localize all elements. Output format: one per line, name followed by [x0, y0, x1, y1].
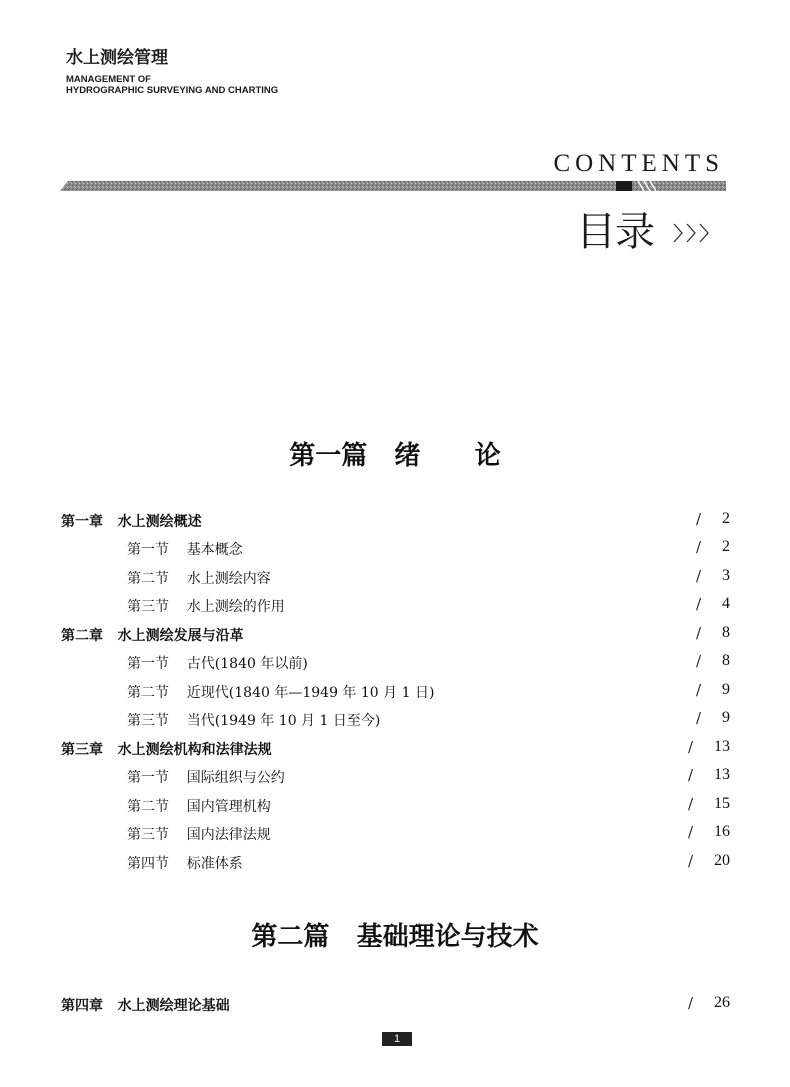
page-separator-slash: / [696, 538, 702, 556]
page-number-ref: 3 [722, 567, 730, 584]
page-separator-slash: / [688, 766, 694, 784]
toc-section-row[interactable] [0, 565, 790, 593]
page-number-ref: 9 [722, 681, 730, 698]
toc-section-row[interactable] [0, 764, 790, 792]
triple-chevron-right-icon [672, 220, 714, 246]
page-separator-slash: / [688, 795, 694, 813]
contents-heading-chinese: 目录 [576, 209, 654, 255]
page-separator-slash: / [688, 738, 694, 756]
page-number-ref: 20 [714, 852, 730, 869]
book-title: 水上测绘管理 [66, 48, 168, 68]
toc-chapter-row[interactable] [0, 992, 790, 1020]
page-number-ref: 9 [722, 709, 730, 726]
page-separator-slash: / [696, 652, 702, 670]
section-title: 第二节 国内管理机构 [127, 799, 271, 815]
section-title: 第二节 水上测绘内容 [127, 571, 271, 587]
page-number-ref: 26 [714, 994, 730, 1011]
page-separator-slash: / [696, 595, 702, 613]
section-title: 第三节 当代(1949 年 10 月 1 日至今) [127, 713, 381, 729]
toc-section-row[interactable] [0, 679, 790, 707]
toc-section-row[interactable] [0, 707, 790, 735]
page-number: 1 [382, 1032, 412, 1046]
decorative-gradient-band [60, 181, 726, 191]
chapter-title: 第一章 水上测绘概述 [61, 514, 202, 530]
section-title: 第四节 标准体系 [127, 856, 243, 872]
page-separator-slash: / [696, 624, 702, 642]
section-title: 第一节 古代(1840 年以前) [127, 656, 308, 672]
toc-chapter-row[interactable] [0, 508, 790, 536]
toc-section-row[interactable] [0, 650, 790, 678]
page-separator-slash: / [696, 681, 702, 699]
page-number-ref: 8 [722, 652, 730, 669]
toc-section-row[interactable] [0, 821, 790, 849]
page-separator-slash: / [696, 709, 702, 727]
section-title: 第二节 近现代(1840 年—1949 年 10 月 1 日) [127, 685, 435, 701]
section-title: 第一节 基本概念 [127, 542, 243, 558]
page-separator-slash: / [696, 510, 702, 528]
toc-section-row[interactable] [0, 536, 790, 564]
page-number-ref: 2 [722, 538, 730, 555]
chapter-title: 第三章 水上测绘机构和法律法规 [61, 742, 272, 758]
page-number-ref: 13 [714, 738, 730, 755]
page-number-ref: 15 [714, 795, 730, 812]
page-number-ref: 13 [714, 766, 730, 783]
page-separator-slash: / [688, 852, 694, 870]
part-title: 第二篇 基础理论与技术 [251, 922, 539, 952]
toc-chapter-row[interactable] [0, 736, 790, 764]
page-separator-slash: / [688, 994, 694, 1012]
page-separator-slash: / [688, 823, 694, 841]
section-title: 第三节 国内法律法规 [127, 827, 271, 843]
page-number-ref: 16 [714, 823, 730, 840]
toc-section-row[interactable] [0, 793, 790, 821]
chapter-title: 第二章 水上测绘发展与沿革 [61, 628, 244, 644]
page-number-ref: 2 [722, 510, 730, 527]
toc-section-row[interactable] [0, 593, 790, 621]
section-title: 第一节 国际组织与公约 [127, 770, 285, 786]
book-subtitle-english: MANAGEMENT OF HYDROGRAPHIC SURVEYING AND CHARTING [66, 74, 279, 96]
section-title: 第三节 水上测绘的作用 [127, 599, 285, 615]
page-number-ref: 8 [722, 624, 730, 641]
contents-heading-english: CONTENTS [553, 150, 724, 177]
toc-section-row[interactable] [0, 850, 790, 878]
chapter-title: 第四章 水上测绘理论基础 [61, 998, 230, 1014]
page-separator-slash: / [696, 567, 702, 585]
toc-chapter-row[interactable] [0, 622, 790, 650]
page-number-ref: 4 [722, 595, 730, 612]
part-title: 第一篇 绪 论 [289, 441, 501, 471]
